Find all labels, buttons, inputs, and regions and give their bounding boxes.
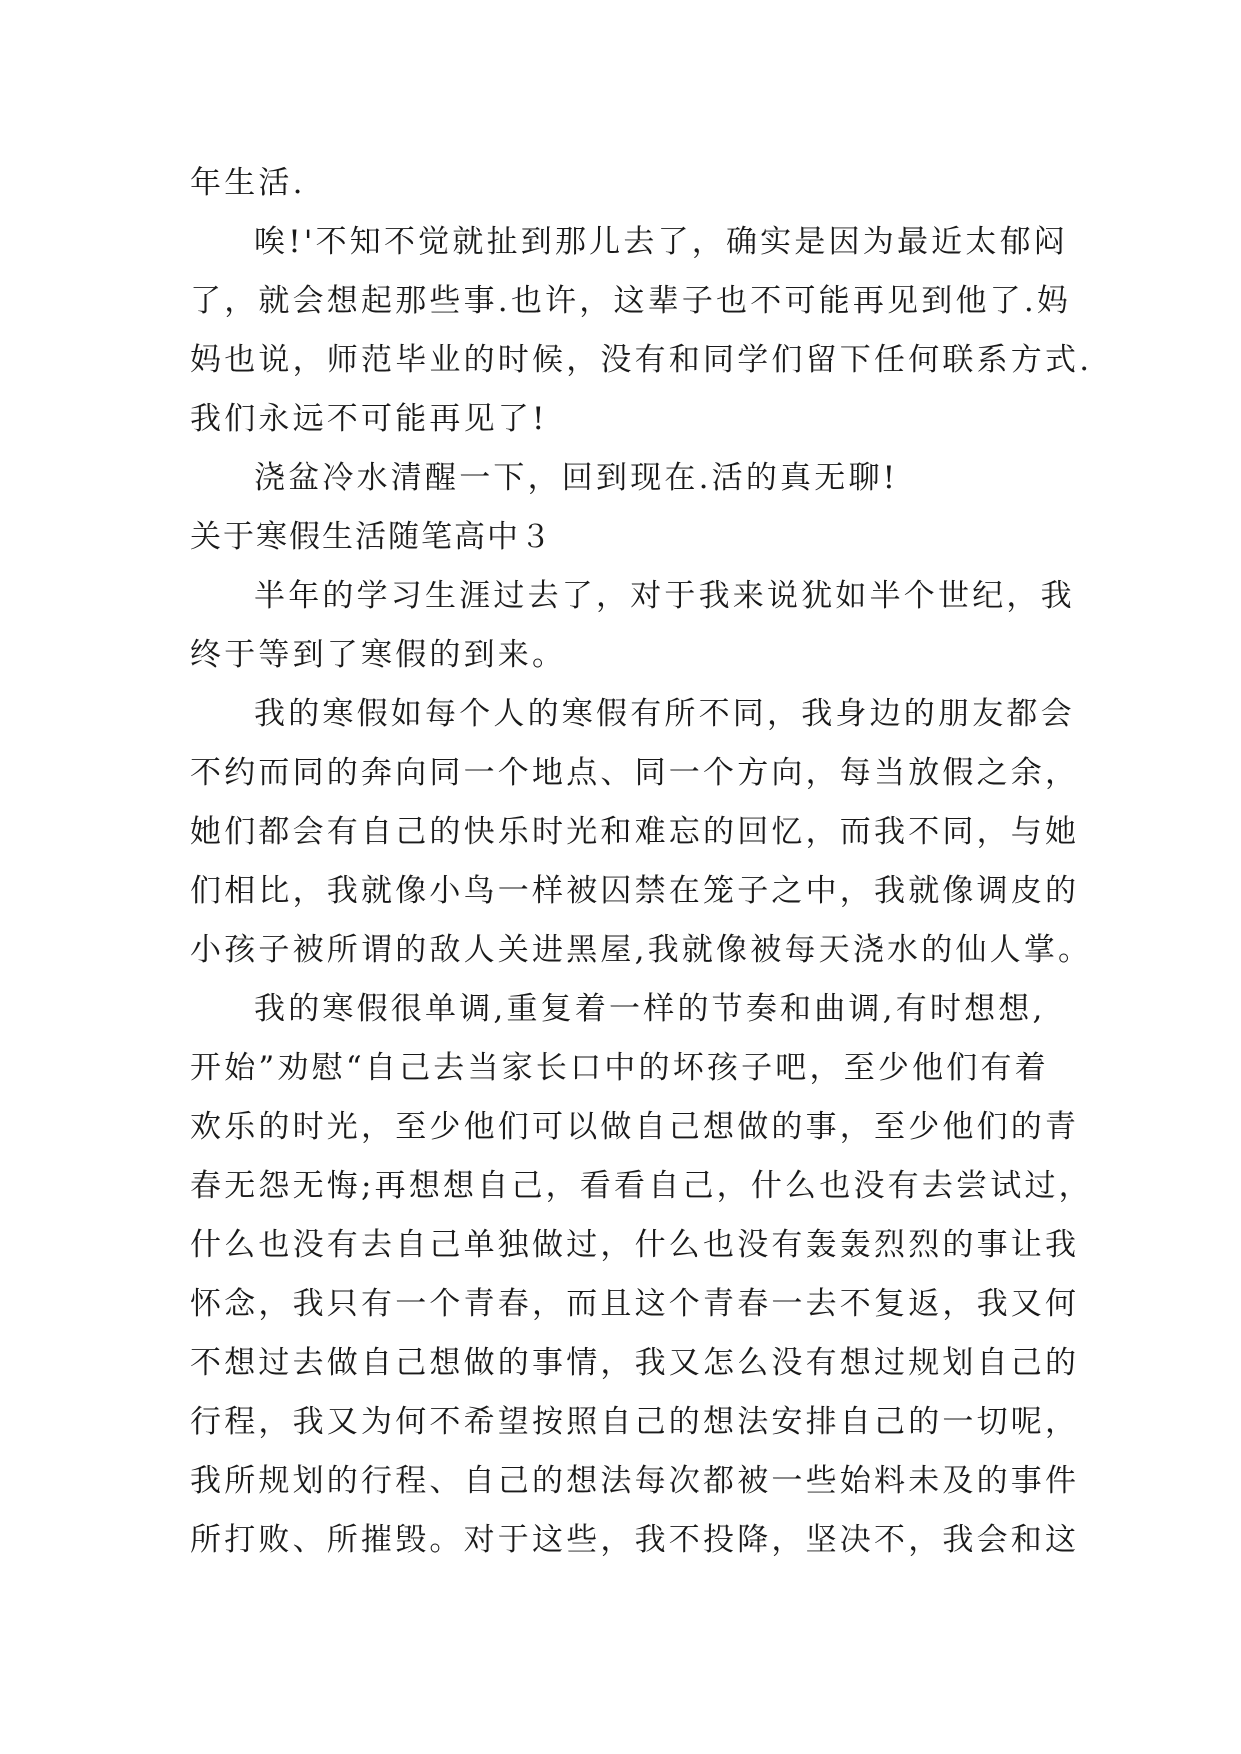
section-heading: 关于寒假生活随笔高中３: [190, 519, 553, 555]
text-line: 小孩子被所谓的敌人关进黑屋,我就像被每天浇水的仙人掌。: [190, 932, 1093, 968]
text-line: 不想过去做自己想做的事情，我又怎么没有想过规划自己的: [190, 1345, 1080, 1381]
text-line: 开始”劝慰“自己去当家长口中的坏孩子吧，至少他们有着: [190, 1050, 1049, 1086]
document-page: [190, 154, 1093, 1570]
text-line: 欢乐的时光，至少他们可以做自己想做的事，至少他们的青: [190, 1109, 1080, 1145]
text-line: 妈也说，师范毕业的时候，没有和同学们留下任何联系方式.: [190, 342, 1093, 378]
text-line: 什么也没有去自己单独做过，什么也没有轰轰烈烈的事让我: [190, 1227, 1080, 1263]
text-line: 怀念，我只有一个青春，而且这个青春一去不复返，我又何: [190, 1286, 1080, 1322]
text-line: 半年的学习生涯过去了，对于我来说犹如半个世纪，我: [254, 578, 1075, 614]
text-line: 唉!'不知不觉就扯到那儿去了，确实是因为最近太郁闷: [254, 224, 1068, 260]
text-line: 们相比，我就像小鸟一样被囚禁在笼子之中，我就像调皮的: [190, 873, 1080, 909]
text-line: 我所规划的行程、自己的想法每次都被一些始料未及的事件: [190, 1463, 1080, 1499]
text-line: 我们永远不可能再见了!: [190, 401, 548, 437]
text-line: 所打败、所摧毁。对于这些，我不投降，坚决不，我会和这: [190, 1522, 1080, 1558]
text-line: 行程，我又为何不希望按照自己的想法安排自己的一切呢，: [190, 1404, 1080, 1440]
text-line: 终于等到了寒假的到来。: [190, 637, 567, 673]
text-line: 我的寒假如每个人的寒假有所不同，我身边的朋友都会: [254, 696, 1075, 732]
text-line: 了，就会想起那些事.也许，这辈子也不可能再见到他了.妈: [190, 283, 1072, 319]
text-line: 年生活.: [190, 165, 306, 201]
text-line: 春无怨无悔;再想想自己，看看自己，什么也没有去尝试过，: [190, 1168, 1093, 1204]
text-line: 浇盆冷水清醒一下，回到现在.活的真无聊!: [254, 460, 899, 496]
text-line: 不约而同的奔向同一个地点、同一个方向，每当放假之余，: [190, 755, 1080, 791]
text-line: 我的寒假很单调,重复着一样的节奏和曲调,有时想想,: [254, 991, 1046, 1027]
text-line: 她们都会有自己的快乐时光和难忘的回忆，而我不同，与她: [190, 814, 1080, 850]
